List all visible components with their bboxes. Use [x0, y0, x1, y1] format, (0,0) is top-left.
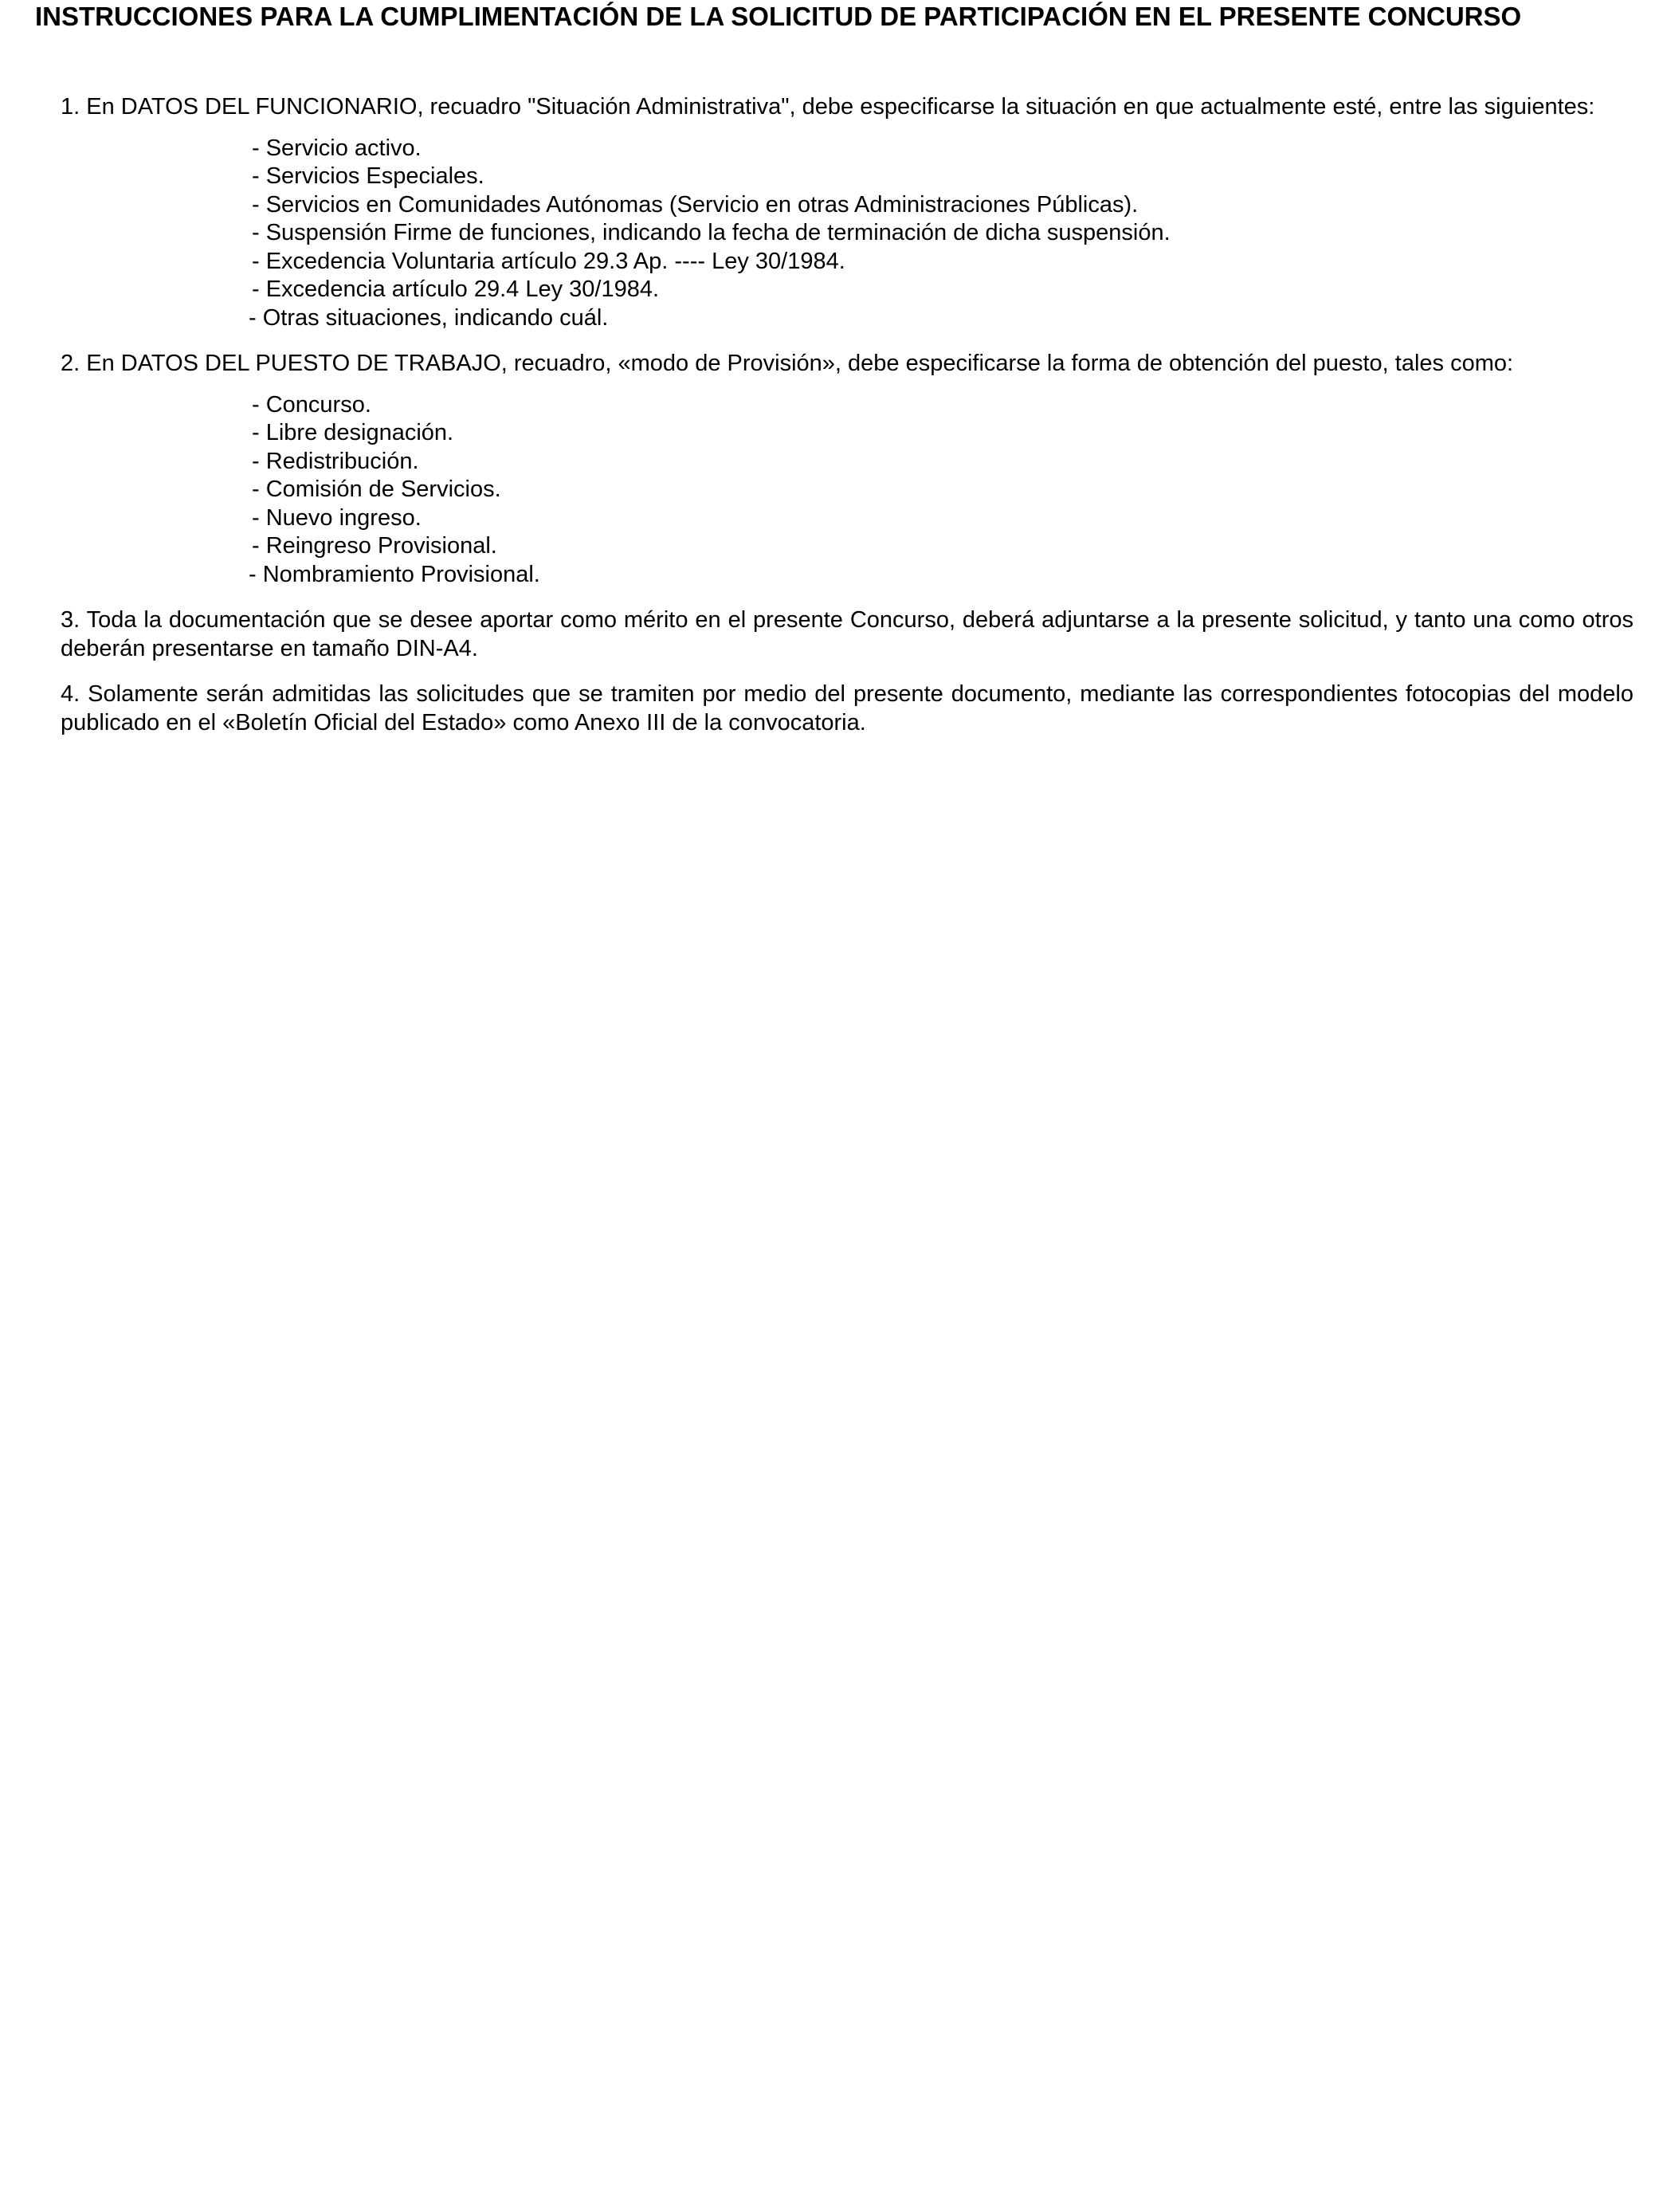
list-item: - Servicios en Comunidades Autónomas (Servicio en otras Administraciones Públicas). — [252, 191, 1139, 218]
list-item: - Redistribución. — [252, 448, 419, 474]
list-item: - Concurso. — [252, 391, 371, 418]
instruction-2-text: 2. En DATOS DEL PUESTO DE TRABAJO, recuadro, «modo de Provisión», debe especificarse la forma de obtención del puesto, tales como: — [61, 351, 1514, 376]
list-item: - Nombramiento Provisional. — [249, 561, 540, 587]
list-item: - Suspensión Firme de funciones, indicando la fecha de terminación de dicha suspensión. — [252, 220, 1171, 245]
list-item: - Servicio activo. — [252, 135, 422, 161]
modo-provision-list — [61, 391, 1634, 590]
list-item: - Reingreso Provisional. — [252, 533, 497, 559]
document-body — [61, 93, 1634, 737]
list-item: - Otras situaciones, indicando cuál. — [249, 304, 609, 331]
instruction-4-text: 4. Solamente serán admitidas las solicitudes que se tramiten por medio del presente documento, mediante las correspondientes fotocopias del modelo publicado en el «Boletín Oficial del Estado» como Anexo III de la convocatoria. — [61, 681, 1634, 735]
instruction-1-text: 1. En DATOS DEL FUNCIONARIO, recuadro "Situación Administrativa", debe especificarse la situación en que actualmente esté, entre las siguientes: — [61, 94, 1595, 120]
list-item: - Nuevo ingreso. — [252, 504, 422, 531]
list-item: - Libre designación. — [252, 420, 454, 445]
situacion-administrativa-list — [61, 135, 1634, 333]
list-item: - Comisión de Servicios. — [252, 477, 501, 502]
instruction-3-text: 3. Toda la documentación que se desee aportar como mérito en el presente Concurso, deberá adjuntarse a la presente solicitud, y tanto una como otros deberán presentarse en tamaño DIN-A4. — [61, 607, 1634, 661]
list-item: - Servicios Especiales. — [252, 163, 484, 189]
document-title: INSTRUCCIONES PARA LA CUMPLIMENTACIÓN DE LA SOLICITUD DE PARTICIPACIÓN EN EL PRESENTE CONCURSO — [35, 2, 1522, 31]
list-item: - Excedencia artículo 29.4 Ley 30/1984. — [252, 276, 660, 302]
list-item: - Excedencia Voluntaria artículo 29.3 Ap. ---- Ley 30/1984. — [252, 248, 845, 274]
